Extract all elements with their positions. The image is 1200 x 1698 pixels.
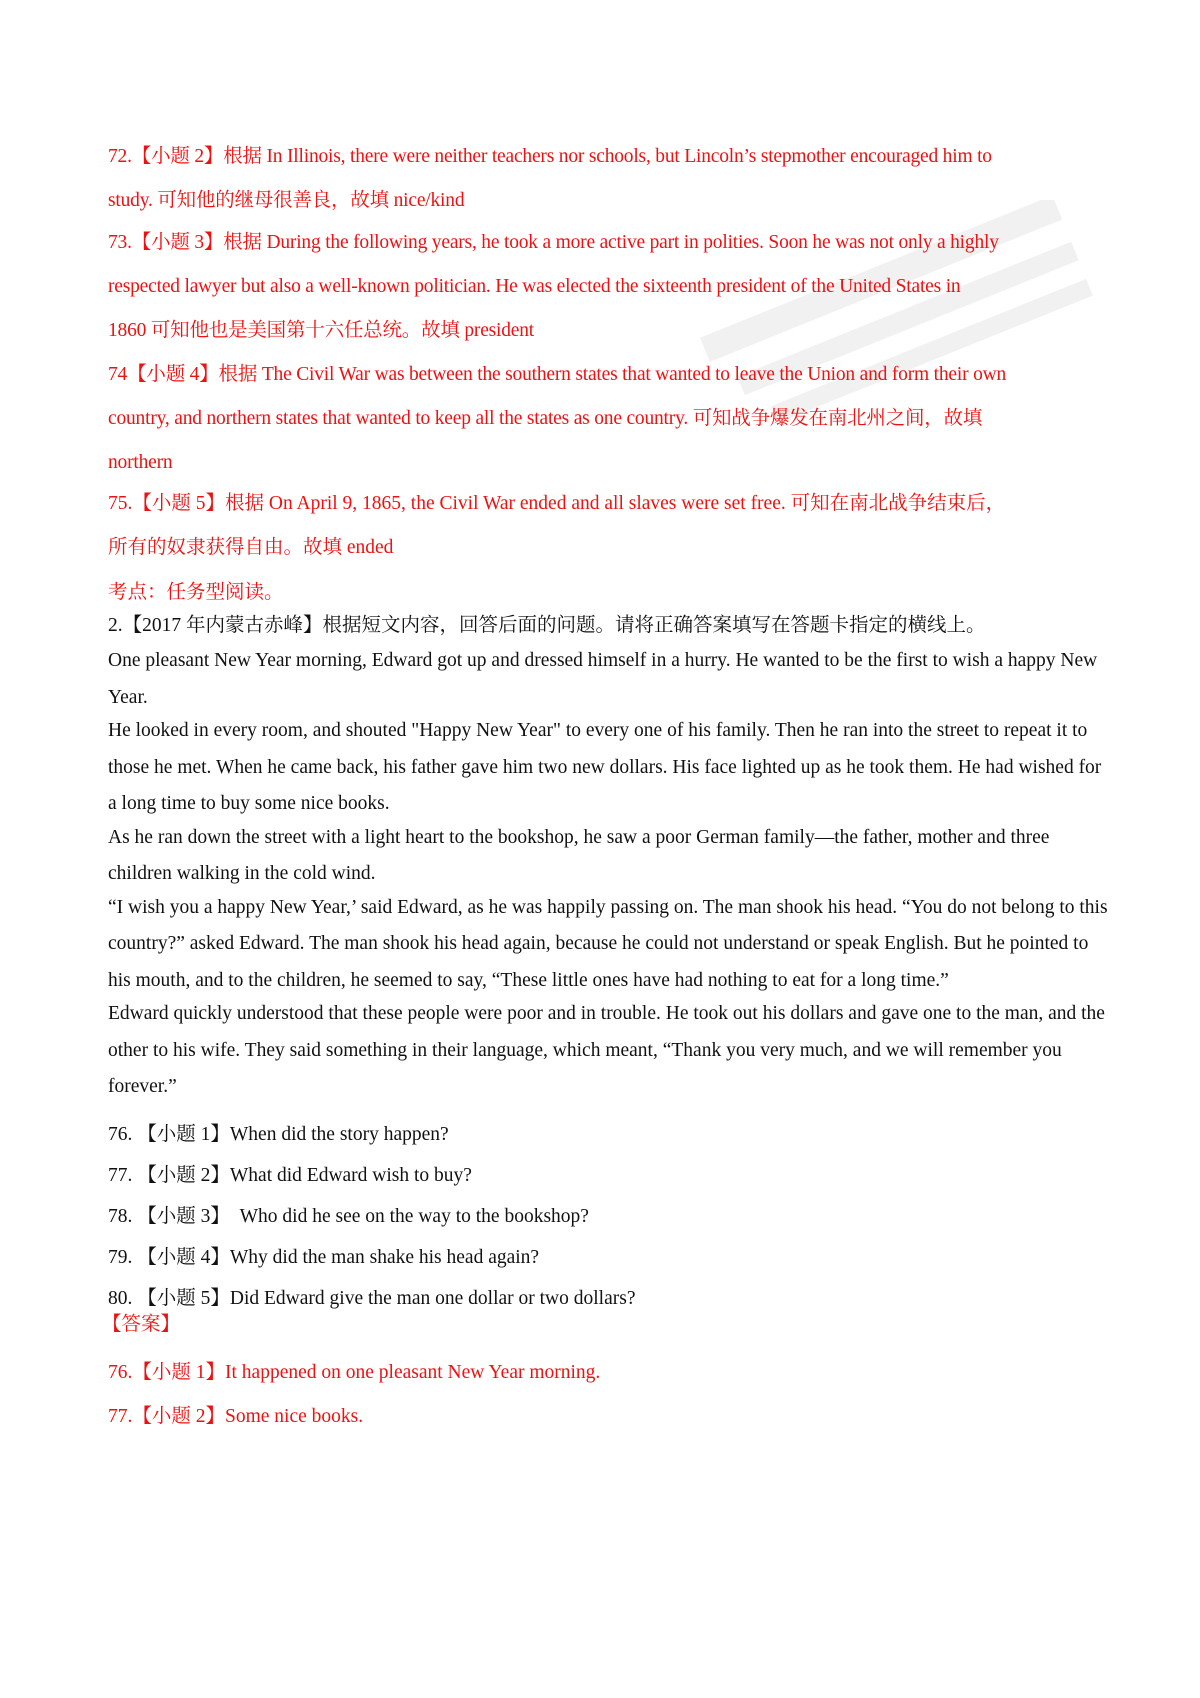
question-list xyxy=(108,1114,1108,1319)
analysis-73-prefix: 73.【小题 3】根据 xyxy=(108,232,262,253)
reading-passage xyxy=(108,643,1108,1106)
analysis-73-line-3: 1860 可知他也是美国第十六任总统。故填 president xyxy=(108,320,535,341)
answer-text: Some nice books. xyxy=(225,1406,364,1427)
question-number: 79. xyxy=(108,1247,133,1268)
question-item xyxy=(108,1237,1108,1278)
question-number: 76. xyxy=(108,1124,133,1145)
question-text: Who did he see on the way to the bookshop? xyxy=(229,1206,589,1227)
question-label: 【小题 5】 xyxy=(137,1288,230,1309)
analysis-73-line-1: During the following years, he took a more active part in polities. Soon he was not only a highly xyxy=(261,232,999,253)
kaodian-label: 考点：任务型阅读。 xyxy=(108,582,284,603)
analysis-75-prefix: 75.【小题 5】根据 xyxy=(108,493,265,514)
answer-label: 【小题 2】 xyxy=(132,1406,226,1427)
answer-item xyxy=(108,1400,1108,1428)
passage-paragraph: Edward quickly understood that these people were poor and in trouble. He took out his dollars and gave one to the man, and the other to his wife. They said something in their language, which meant, “Thank you very much, and we will remember you forever.” xyxy=(108,1003,1105,1097)
analysis-75-line-1: On April 9, 1865, the Civil War ended and all slaves were set free. 可知在南北战争结束后， xyxy=(264,493,1006,514)
question-text: Did Edward give the man one dollar or two dollars? xyxy=(229,1288,636,1309)
passage-paragraph: He looked in every room, and shouted "Happy New Year" to every one of his family. Then he ran into the street to repeat it to those he met. When he came back, his father gave him two new dollars. His face lighted up as he took them. He had wished for a long time to buy some nice books. xyxy=(108,720,1102,814)
analysis-75 xyxy=(108,485,1108,566)
answer-label: 【小题 1】 xyxy=(132,1362,226,1383)
analysis-72-line-2: study. 可知他的继母很善良，故填 nice/kind xyxy=(108,190,465,211)
analysis-74-prefix: 74【小题 4】根据 xyxy=(108,364,258,385)
analysis-75-line-2: 所有的奴隶获得自由。故填 ended xyxy=(108,537,394,558)
question-text: When did the story happen? xyxy=(229,1124,449,1145)
question-number: 77. xyxy=(108,1165,133,1186)
question-label: 【小题 1】 xyxy=(137,1124,230,1145)
question-label: 【小题 3】 xyxy=(137,1206,230,1227)
answer-number: 76. xyxy=(108,1362,133,1383)
answer-item xyxy=(108,1356,1108,1384)
analysis-73-line-2: respected lawyer but also a well-known politician. He was elected the sixteenth president of the United States in xyxy=(108,276,961,297)
analysis-72-prefix: 72.【小题 2】根据 xyxy=(108,146,262,167)
analysis-74-line-2: country, and northern states that wanted to keep all the states as one country. 可知战争爆发在南北州之间，故填 xyxy=(108,408,983,429)
analysis-74-line-3: northern xyxy=(108,452,173,473)
passage-paragraph: “I wish you a happy New Year,’ said Edward, as he was happily passing on. The man shook his head. “You do not belong to this country?” asked Edward. The man shook his head again, because he could not understand or speak English. But he pointed to his mouth, and to the children, he seemed to say, “These little ones have had nothing to eat for a long time.” xyxy=(108,896,1108,991)
question-heading: 2.【2017 年内蒙古赤峰】根据短文内容，回答后面的问题。请将正确答案填写在答题卡指定的横线上。 xyxy=(108,615,986,636)
answer-number: 77. xyxy=(108,1406,133,1427)
passage-paragraph: One pleasant New Year morning, Edward got up and dressed himself in a hurry. He wanted to be the first to wish a happy New Year. xyxy=(108,650,1098,708)
question-item xyxy=(108,1155,1108,1196)
question-label: 【小题 4】 xyxy=(137,1247,230,1268)
question-text: Why did the man shake his head again? xyxy=(229,1247,540,1268)
analysis-73 xyxy=(108,224,1108,349)
question-text: What did Edward wish to buy? xyxy=(229,1165,472,1186)
analysis-74 xyxy=(108,356,1108,481)
question-number: 80. xyxy=(108,1288,133,1309)
question-item xyxy=(108,1114,1108,1155)
analysis-72-line-1: In Illinois, there were neither teachers nor schools, but Lincoln’s stepmother encouraged him to xyxy=(261,146,992,167)
question-number: 78. xyxy=(108,1206,133,1227)
answer-text: It happened on one pleasant New Year morning. xyxy=(225,1362,601,1383)
analysis-72 xyxy=(108,138,1108,219)
question-label: 【小题 2】 xyxy=(137,1165,230,1186)
answer-heading: 【答案】 xyxy=(102,1314,181,1335)
question-item xyxy=(108,1196,1108,1237)
analysis-74-line-1: The Civil War was between the southern states that wanted to leave the Union and form their own xyxy=(257,364,1007,385)
passage-paragraph: As he ran down the street with a light heart to the bookshop, he saw a poor German family—the father, mother and three children walking in the cold wind. xyxy=(108,826,1050,884)
